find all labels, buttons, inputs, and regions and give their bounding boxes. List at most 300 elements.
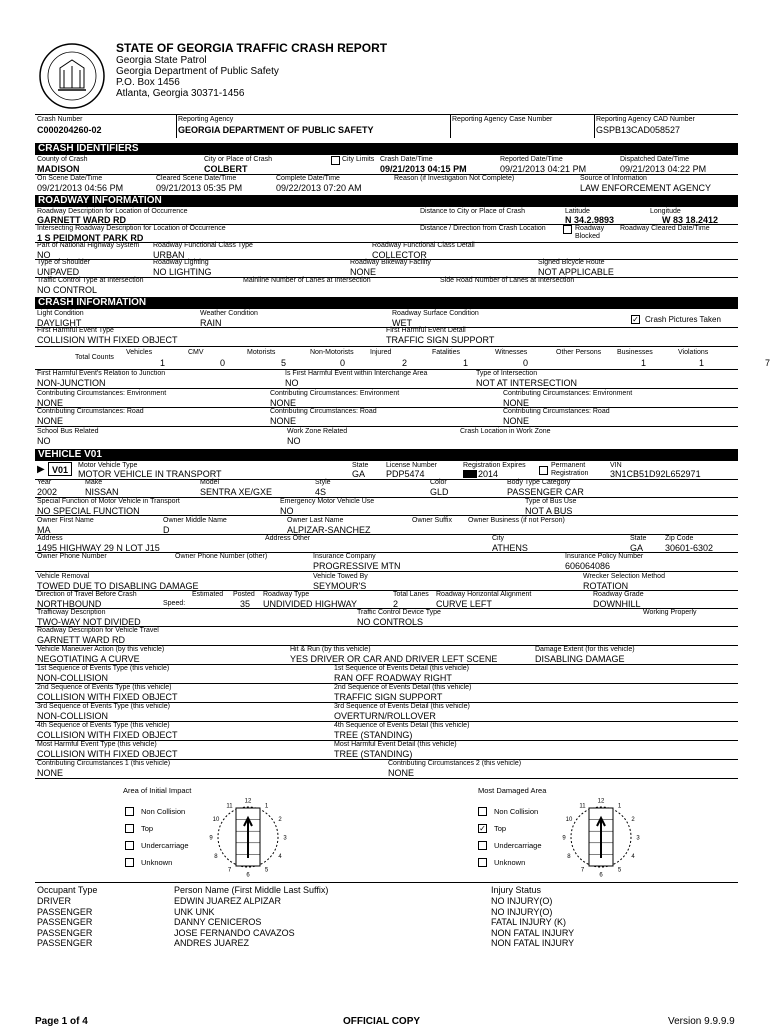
city-limits-label: City Limits — [342, 156, 375, 163]
lat-label: Latitude — [565, 208, 590, 215]
reason-label: Reason (if Investigation Not Complete) — [394, 175, 515, 182]
crash-number-label: Crash Number — [37, 116, 83, 123]
count-value: 1 — [641, 358, 647, 368]
rel-label: First Harmful Event's Relation to Junction — [37, 370, 166, 377]
addr2-label: Address Other — [265, 535, 311, 542]
hitrun-label: Hit & Run (by this vehicle) — [290, 646, 371, 653]
cc-env3-label: Contributing Circumstances: Environment — [503, 390, 633, 397]
model-label: Model — [200, 479, 220, 486]
maneuver: NEGOTIATING A CURVE — [37, 654, 140, 664]
count-label: Businesses — [617, 349, 653, 356]
crash-identifiers-heading: CRASH IDENTIFIERS — [35, 143, 738, 155]
occupant-type: PASSENGER — [37, 917, 93, 927]
city: COLBERT — [204, 164, 248, 174]
body-label: Body Type Category — [507, 479, 571, 486]
weather-label: Weather Condition — [200, 310, 258, 317]
bikesign: NOT APPLICABLE — [538, 267, 614, 277]
count-value: 7 — [765, 358, 770, 368]
light-cond-label: Light Condition — [37, 310, 84, 317]
rdesc: GARNETT WARD RD — [37, 635, 126, 645]
seq4-label: 4th Sequence of Events Type (this vehicle) — [37, 722, 170, 729]
clock-position-label: 10 — [565, 817, 573, 823]
pictures-checkbox[interactable]: ✓ — [632, 315, 639, 324]
clock-position-label: 11 — [226, 803, 233, 810]
removal-label: Vehicle Removal — [37, 573, 90, 580]
cc-env2-label: Contributing Circumstances: Environment — [270, 390, 400, 397]
ins-label: Insurance Company — [313, 553, 376, 560]
count-label: Injured — [370, 349, 392, 356]
tway-label: Trafficway Description — [37, 609, 106, 616]
damage-noncol-label: Non Collision — [494, 807, 539, 816]
clock-position-label: 6 — [246, 872, 250, 878]
agency-line-1: Georgia State Patrol — [116, 55, 207, 66]
bus-type-label: Type of Bus Use — [525, 498, 577, 505]
dispatched: 09/21/2013 04:22 PM — [620, 164, 707, 174]
count-label: Other Persons — [556, 349, 602, 356]
count-value: 0 — [340, 358, 346, 368]
dispatched-label: Dispatched Date/Time — [620, 156, 689, 163]
emerg-label: Emergency Motor Vehicle Use — [280, 498, 375, 505]
clock-position-label: 10 — [212, 817, 220, 823]
rtype: UNDIVIDED HIGHWAY — [263, 599, 358, 609]
plate: PDP5474 — [386, 469, 425, 479]
interchange-label: Is First Harmful Event within Interchange Area — [285, 370, 428, 377]
occ-type-header: Occupant Type — [37, 885, 98, 895]
bus-label: School Bus Related — [37, 428, 99, 435]
special: NO SPECIAL FUNCTION — [37, 506, 140, 516]
version: Version 9.9.9.9 — [668, 1016, 735, 1027]
vtype-label: Motor Vehicle Type — [78, 462, 138, 469]
clock-position-label: 3 — [283, 835, 287, 842]
reported: 09/21/2013 04:21 PM — [500, 164, 587, 174]
mhe: COLLISION WITH FIXED OBJECT — [37, 749, 178, 759]
complete-label: Complete Date/Time — [276, 175, 340, 182]
posted-label: Posted — [233, 591, 255, 598]
align-label: Roadway Horizontal Alignment — [436, 591, 532, 598]
color-label: Color — [430, 479, 447, 486]
occupant-injury: NON FATAL INJURY — [491, 938, 575, 948]
count-label: Witnesses — [495, 349, 528, 356]
count-value: 5 — [281, 358, 287, 368]
roadway-blocked-checkbox[interactable] — [563, 225, 572, 234]
intersection-label: Type of Intersection — [476, 370, 538, 377]
page-number: Page 1 of 4 — [35, 1016, 88, 1027]
clock-position-label: 5 — [617, 867, 622, 874]
reported-label: Reported Date/Time — [500, 156, 563, 163]
seq2-label: 2nd Sequence of Events Type (this vehicle) — [37, 684, 172, 691]
source: LAW ENFORCEMENT AGENCY — [580, 183, 712, 193]
seq2: COLLISION WITH FIXED OBJECT — [37, 692, 178, 702]
occupant-name: JOSE FERNANDO CAVAZOS — [174, 927, 295, 938]
color: GLD — [430, 487, 449, 497]
roadway-desc-label: Roadway Description for Location of Occurrence — [37, 208, 188, 215]
totals-label: Total Counts — [75, 354, 114, 361]
occupant-type: PASSENGER — [37, 927, 93, 938]
count-label: Non-Motorists — [310, 349, 354, 356]
occ-name-header: Person Name (First Middle Last Suffix) — [174, 885, 329, 895]
impact-under-label: Undercarriage — [141, 841, 189, 850]
official-copy: OFFICIAL COPY — [343, 1016, 421, 1027]
grade: DOWNHILL — [593, 599, 641, 609]
zip: 30601-6302 — [665, 543, 714, 553]
clock-position-label: 3 — [636, 835, 640, 842]
side-label: Side Road Number of Lanes at Intersection — [440, 277, 575, 284]
agency-line-2: Georgia Department of Public Safety — [116, 66, 279, 77]
phone-label: Owner Phone Number — [37, 553, 107, 560]
ofirst: MA — [37, 525, 51, 535]
occupant-name: EDWIN JUAREZ ALPIZAR — [174, 896, 282, 906]
cc-road3: NONE — [503, 416, 530, 426]
perm-reg-checkbox[interactable] — [539, 466, 548, 475]
crash-datetime: 09/21/2013 04:15 PM — [380, 164, 467, 174]
count-label: Violations — [678, 349, 709, 356]
int-label: Intersecting Roadway Description for Location of Occurrence — [37, 225, 226, 232]
tc-label: Traffic Control Type at Intersection — [37, 277, 144, 284]
agency-label: Reporting Agency — [178, 116, 234, 123]
style: 4S — [315, 487, 327, 497]
reg-label: Registration Expires — [463, 462, 526, 469]
lanes-label: Mainline Number of Lanes at Intersection — [243, 277, 371, 284]
clock-position-label: 8 — [567, 854, 571, 860]
count-value: 0 — [523, 358, 529, 368]
impact-label: Area of Initial Impact — [123, 786, 192, 795]
impact-top-label: Top — [141, 824, 154, 833]
mhe-label: Most Harmful Event Type (this vehicle) — [37, 741, 157, 748]
wz-label: Work Zone Related — [287, 428, 348, 435]
cleared-label: Cleared Scene Date/Time — [156, 175, 237, 182]
vehicle-id: V01 — [52, 465, 69, 475]
occupant-injury: FATAL INJURY (K) — [491, 917, 567, 927]
count-label: CMV — [188, 349, 204, 356]
policy-label: Insurance Policy Number — [565, 553, 644, 560]
seq4d-label: 4th Sequence of Events Detail (this vehicle) — [334, 722, 470, 729]
impact-noncol-checkbox[interactable] — [125, 807, 134, 816]
clock-position-label: 7 — [580, 867, 585, 874]
cad-number: GSPB13CAD058527 — [596, 125, 681, 135]
est-label: Estimated — [192, 591, 224, 598]
count-label: Vehicles — [126, 349, 153, 356]
city-limits-checkbox[interactable] — [331, 156, 340, 165]
grade-label: Roadway Grade — [593, 591, 644, 598]
count-value: 0 — [220, 358, 226, 368]
dir-label: Distance / Direction from Crash Location — [420, 225, 546, 232]
towed-label: Vehicle Towed By — [313, 573, 368, 580]
clock-position-label: 2 — [278, 817, 282, 823]
cc-road2-label: Contributing Circumstances: Road — [270, 408, 377, 415]
maneuver-label: Vehicle Maneuver Action (by this vehicle) — [37, 646, 165, 653]
year-label: Year — [37, 479, 52, 486]
state-seal — [38, 42, 106, 110]
fhe-type: COLLISION WITH FIXED OBJECT — [37, 335, 178, 345]
addr-label: Address — [37, 535, 63, 542]
damage-unknown-checkbox[interactable] — [478, 858, 487, 867]
impact-top-checkbox[interactable] — [125, 824, 134, 833]
occupant-type: DRIVER — [37, 896, 72, 906]
tcd-label: Traffic Control Device Type — [357, 609, 441, 616]
cc-road3-label: Contributing Circumstances: Road — [503, 408, 610, 415]
funcd: COLLECTOR — [372, 250, 427, 260]
damage-noncol-checkbox[interactable] — [478, 807, 487, 816]
bus: NO — [37, 436, 51, 446]
int-road: 1 S PEIDMONT PARK RD — [37, 233, 144, 243]
seq1d: RAN OFF ROADWAY RIGHT — [334, 673, 452, 683]
occupant-name: DANNY CENICEROS — [174, 917, 262, 927]
damage-under-label: Undercarriage — [494, 841, 542, 850]
funcd-label: Roadway Functional Class Detail — [372, 242, 475, 249]
clock-position-label: 1 — [264, 803, 269, 810]
damage-top-label: Top — [494, 824, 507, 833]
tway: TWO-WAY NOT DIVIDED — [37, 617, 141, 627]
seq1d-label: 1st Sequence of Events Detail (this vehicle) — [334, 665, 470, 672]
clock-position-label: 9 — [209, 835, 213, 842]
weather: RAIN — [200, 318, 222, 328]
ofirst-label: Owner First Name — [37, 517, 94, 524]
speed-label: Speed: — [163, 600, 186, 607]
hitrun: YES DRIVER OR CAR AND DRIVER LEFT SCENE — [290, 654, 498, 664]
source-label: Source of Information — [580, 175, 647, 182]
nhs: NO — [37, 250, 51, 260]
crash-number: C000204260-02 — [37, 125, 102, 135]
blocked-label: Roadway Blocked — [575, 225, 605, 240]
cc-env2: NONE — [270, 398, 297, 408]
cc1-label: Contributing Circumstances 1 (this vehicle) — [37, 760, 171, 767]
wrecker-label: Wrecker Selection Method — [583, 573, 665, 580]
cc2: NONE — [388, 768, 415, 778]
seq3: NON-COLLISION — [37, 711, 109, 721]
mhed-label: Most Harmful Event Detail (this vehicle) — [334, 741, 457, 748]
rel: NON-JUNCTION — [37, 378, 106, 388]
tlanes-label: Total Lanes — [393, 591, 429, 598]
count-value: 1 — [699, 358, 705, 368]
occ-inj-header: Injury Status — [491, 885, 542, 895]
clock-position-label: 4 — [278, 854, 282, 860]
align: CURVE LEFT — [436, 599, 492, 609]
seq2d-label: 2nd Sequence of Events Detail (this vehicle) — [334, 684, 472, 691]
cc-road1-label: Contributing Circumstances: Road — [37, 408, 144, 415]
city-label: City or Place of Crash — [204, 156, 273, 163]
shoulder-label: Type of Shoulder — [37, 259, 90, 266]
clock-position-label: 12 — [244, 798, 252, 805]
count-label: Fatalities — [432, 349, 461, 356]
count-label: Motorists — [247, 349, 276, 356]
vehicle-expand-icon[interactable]: ▶ — [37, 464, 45, 475]
wrecker: ROTATION — [583, 581, 629, 591]
clock-position-label: 12 — [597, 798, 605, 805]
roadway-desc: GARNETT WARD RD — [37, 215, 126, 225]
make-label: Make — [85, 479, 103, 486]
surface-label: Roadway Surface Condition — [392, 310, 479, 317]
occupant-name: ANDRES JUAREZ — [174, 938, 250, 948]
seq3-label: 3rd Sequence of Events Type (this vehicle) — [37, 703, 170, 710]
nhs-label: Part of National Highway System — [37, 242, 140, 249]
func-label: Roadway Functional Class Type — [153, 242, 253, 249]
seq2d: TRAFFIC SIGN SUPPORT — [334, 692, 443, 702]
agency: GEORGIA DEPARTMENT OF PUBLIC SAFETY — [178, 125, 374, 135]
body: PASSENGER CAR — [507, 487, 584, 497]
impact-noncol-label: Non Collision — [141, 807, 186, 816]
cleared-dt-label: Roadway Cleared Date/Time — [620, 225, 710, 232]
occupant-type: PASSENGER — [37, 938, 93, 948]
occupant-injury: NO INJURY(O) — [491, 906, 553, 917]
cc-road2: NONE — [270, 416, 297, 426]
onscene: 09/21/2013 04:56 PM — [37, 183, 124, 193]
tc: NO CONTROL — [37, 285, 98, 295]
rtype-label: Roadway Type — [263, 591, 310, 598]
damage-under-checkbox[interactable] — [478, 841, 487, 850]
roadway-heading: ROADWAY INFORMATION — [35, 195, 738, 207]
impact-unknown-checkbox[interactable] — [125, 858, 134, 867]
case-label: Reporting Agency Case Number — [452, 116, 553, 123]
func: URBAN — [153, 250, 185, 260]
perm-label: Permanent Registration — [551, 462, 589, 477]
bike: NONE — [350, 267, 377, 277]
style-label: Style — [315, 479, 331, 486]
cc-road1: NONE — [37, 416, 64, 426]
clock-position-label: 1 — [617, 803, 622, 810]
clock-position-label: 5 — [264, 867, 269, 874]
cc-env3: NONE — [503, 398, 530, 408]
omiddle: D — [163, 525, 170, 535]
seq1-label: 1st Sequence of Events Type (this vehicle) — [37, 665, 170, 672]
obiz-label: Owner Business (if not Person) — [468, 517, 565, 524]
olast: ALPIZAR-SANCHEZ — [287, 525, 371, 535]
bikesign-label: Signed Bicycle Route — [538, 259, 605, 266]
seq1: NON-COLLISION — [37, 673, 109, 683]
count-value: 1 — [160, 358, 166, 368]
mhed: TREE (STANDING) — [334, 749, 413, 759]
damage-unknown-label: Unknown — [494, 858, 526, 867]
year: 2002 — [37, 487, 58, 497]
clock-position-label: 8 — [214, 854, 218, 860]
damage-label: Damage Extent (for this vehicle) — [535, 646, 635, 653]
light-label: Roadway Lighting — [153, 259, 209, 266]
cc1: NONE — [37, 768, 64, 778]
pictures-label: Crash Pictures Taken — [645, 315, 721, 324]
damage: DISABLING DAMAGE — [535, 654, 625, 664]
crash-datetime-label: Crash Date/Time — [380, 156, 433, 163]
damaged-label: Most Damaged Area — [478, 786, 547, 795]
fhe-detail-label: First Harmful Event Detail — [386, 327, 466, 334]
travel-dir-label: Direction of Travel Before Crash — [37, 591, 137, 598]
onscene-label: On Scene Date/Time — [37, 175, 103, 182]
tcd: NO CONTROLS — [357, 617, 424, 627]
vehicle-heading: VEHICLE V01 — [35, 449, 738, 461]
emerg: NO — [280, 506, 294, 516]
phone2-label: Owner Phone Number (other) — [175, 553, 268, 560]
travel-dir: NORTHBOUND — [37, 599, 102, 609]
complete: 09/22/2013 07:20 AM — [276, 183, 362, 193]
county: MADISON — [37, 164, 80, 174]
shoulder: UNPAVED — [37, 267, 80, 277]
clock-position-label: 4 — [631, 854, 635, 860]
vin: 3N1CB51D92L652971 — [610, 469, 701, 479]
intersection: NOT AT INTERSECTION — [476, 378, 578, 388]
impact-unknown-label: Unknown — [141, 858, 173, 867]
omiddle-label: Owner Middle Name — [163, 517, 227, 524]
lon: W 83 18.2412 — [662, 215, 719, 225]
vehicle-clock-diagram — [561, 796, 641, 878]
special-label: Special Function of Motor Vehicle in Transport — [37, 498, 180, 505]
occupant-name: UNK UNK — [174, 906, 215, 917]
fhe-type-label: First Harmful Event Type — [37, 327, 114, 334]
vstate-label: State — [352, 462, 369, 469]
rdesc-label: Roadway Description for Vehicle Travel — [37, 627, 159, 634]
osuffix-label: Owner Suffix — [412, 517, 452, 524]
ocity-label: City — [492, 535, 505, 542]
agency-line-3: P.O. Box 1456 — [116, 77, 180, 88]
seq3d: OVERTURN/ROLLOVER — [334, 711, 436, 721]
olast-label: Owner Last Name — [287, 517, 344, 524]
seq4: COLLISION WITH FIXED OBJECT — [37, 730, 178, 740]
wz: NO — [287, 436, 301, 446]
surface: WET — [392, 318, 412, 328]
vstate: GA — [352, 469, 366, 479]
count-value: 1 — [463, 358, 469, 368]
fhe-detail: TRAFFIC SIGN SUPPORT — [386, 335, 495, 345]
removal: TOWED DUE TO DISABLING DAMAGE — [37, 581, 199, 591]
clock-position-label: 9 — [562, 835, 566, 842]
wp-label: Working Properly — [643, 609, 697, 616]
lon-label: Longitude — [650, 208, 681, 215]
county-label: County of Crash — [37, 156, 88, 163]
agency-line-4: Atlanta, Georgia 30371-1456 — [116, 88, 245, 99]
towed: SEYMOUR'S — [313, 581, 367, 591]
light-cond: DAYLIGHT — [37, 318, 82, 328]
lat: N 34.2.9893 — [565, 215, 615, 225]
vehicle-clock-diagram — [208, 796, 288, 878]
policy: 606064086 — [565, 561, 611, 571]
reg: 2014 — [478, 469, 499, 479]
addr: 1495 HIGHWAY 29 N LOT J15 — [37, 543, 160, 553]
dist-label: Distance to City or Place of Crash — [420, 208, 526, 215]
cleared: 09/21/2013 05:35 PM — [156, 183, 243, 193]
bike-label: Roadway Bikeway Facility — [350, 259, 431, 266]
cad-label: Reporting Agency CAD Number — [596, 116, 695, 123]
zip-label: Zip Code — [665, 535, 694, 542]
interchange: NO — [285, 378, 299, 388]
cc-env1: NONE — [37, 398, 64, 408]
clock-position-label: 7 — [227, 867, 232, 874]
occupant-type: PASSENGER — [37, 906, 93, 917]
crash-info-heading: CRASH INFORMATION — [35, 297, 738, 309]
plate-label: License Number — [386, 462, 437, 469]
clock-position-label: 2 — [631, 817, 635, 823]
occupant-injury: NO INJURY(O) — [491, 896, 553, 906]
clock-position-label: 11 — [579, 803, 586, 810]
tlanes: 2 — [393, 599, 399, 609]
make: NISSAN — [85, 487, 119, 497]
cc2-label: Contributing Circumstances 2 (this vehicle) — [388, 760, 522, 767]
light: NO LIGHTING — [153, 267, 212, 277]
cc-env1-label: Contributing Circumstances: Environment — [37, 390, 167, 397]
ostate: GA — [630, 543, 644, 553]
seq3d-label: 3rd Sequence of Events Detail (this vehicle) — [334, 703, 470, 710]
seq4d: TREE (STANDING) — [334, 730, 413, 740]
report-title: STATE OF GEORGIA TRAFFIC CRASH REPORT — [116, 41, 388, 55]
damage-top-checkbox[interactable]: ✓ — [479, 824, 486, 833]
ocity: ATHENS — [492, 543, 528, 553]
impact-under-checkbox[interactable] — [125, 841, 134, 850]
vtype: MOTOR VEHICLE IN TRANSPORT — [78, 469, 222, 479]
ins: PROGRESSIVE MTN — [313, 561, 401, 571]
posted-speed: 35 — [240, 599, 251, 609]
clock-position-label: 6 — [599, 872, 603, 878]
occupant-injury: NON FATAL INJURY — [491, 927, 575, 938]
wzloc-label: Crash Location in Work Zone — [460, 428, 551, 435]
vin-label: VIN — [610, 462, 622, 469]
ostate-label: State — [630, 535, 647, 542]
bus-type: NOT A BUS — [525, 506, 573, 516]
